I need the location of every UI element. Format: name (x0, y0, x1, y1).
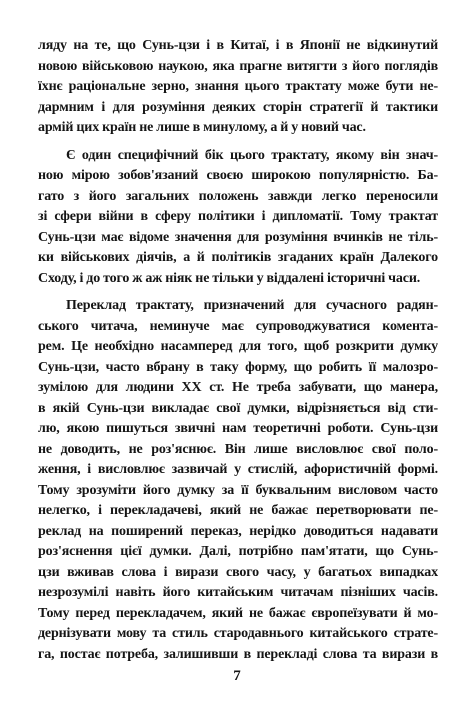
body-text (38, 36, 438, 665)
text-line: новою військовою наукою, яка прагне витягти з його поглядів (38, 58, 438, 74)
page-number: 7 (233, 668, 241, 684)
text-line: ною мірою зобов'язаний своєю широкою популярністю. Ба- (38, 168, 438, 183)
text-line: нелегко, і перекладачеві, який не бажає перетворювати пе- (38, 503, 438, 518)
text-line: незрозумілі навіть його китайським читачам пізніших часів. (38, 585, 438, 600)
paragraph (38, 296, 438, 665)
text-line: зі сфери війни в сферу політики і дипломатії. Тому трактат (38, 209, 438, 224)
text-line: Сунь-цзи, часто вбрану в таку форму, що робить її малозро- (38, 359, 438, 375)
text-line: Переклад трактату, призначений для сучасного радян- (66, 298, 438, 313)
text-line: їхнє раціональне зерно, знання цього трактату може бути не- (38, 79, 438, 94)
text-line: не доводить, не роз'яснює. Він лише висловлює свої поло- (38, 441, 438, 457)
text-line: лю, якою пишуться звичні нам теоретичні роботи. Сунь-цзи (38, 421, 438, 436)
text-line: рем. Це необхідно насамперед для того, щоб розкрити думку (38, 339, 438, 354)
text-line: Тому перед перекладачем, який не бажає європеїзувати й мо- (38, 605, 438, 621)
text-line: ського читача, неминуче має супроводжуватися коментa- (38, 318, 438, 334)
text-line: га, постає потреба, залишивши в перекладі слова та вирази в (38, 646, 438, 662)
text-line: дернізувати мову та стиль стародавнього китайського страте- (38, 626, 438, 641)
text-line: роз'яснення цієї думки. Далі, потрібно пам'ятати, що Сунь- (38, 544, 438, 559)
text-line: в якій Сунь-цзи викладає свої думки, відрізняється від сти- (38, 400, 438, 416)
paragraph (38, 146, 438, 290)
text-line: ляду на те, що Сунь-цзи і в Китаї, і в Японії не відкинутий (38, 38, 438, 53)
text-line: ження, і висловлює зазвичай у стислій, афористичній формі. (38, 462, 438, 477)
text-line: гато з його загальних положень завжди легко переносили (38, 188, 438, 204)
text-line: ки військових діячів, а й політиків згаданих країн Далекого (38, 250, 438, 265)
text-line: зумілою для людини XX ст. Не треба забувати, що манера, (38, 380, 438, 395)
text-line: дармним і для розуміння деяких сторін стратегії й тактики (38, 99, 438, 115)
text-line: Є один специфічний бік цього трактату, якому він знач- (66, 147, 438, 163)
text-line: цзи вживав слова і вирази свого часу, у багатьох випадках (38, 564, 438, 580)
text-line: Сходу, і до того ж аж ніяк не тільки у віддалені історичні часи. (38, 270, 421, 286)
paragraph (38, 36, 438, 139)
text-line: реклад на поширений переказ, нерідко доводиться надавати (38, 523, 438, 539)
text-line: Сунь-цзи має відоме значення для розуміння вчинків не тіль- (38, 229, 438, 245)
text-line: армій цих країн не лише в минулому, а й у новий час. (38, 120, 366, 135)
text-line: Тому зрозуміти його думку за її буквальним висловом часто (38, 482, 438, 498)
